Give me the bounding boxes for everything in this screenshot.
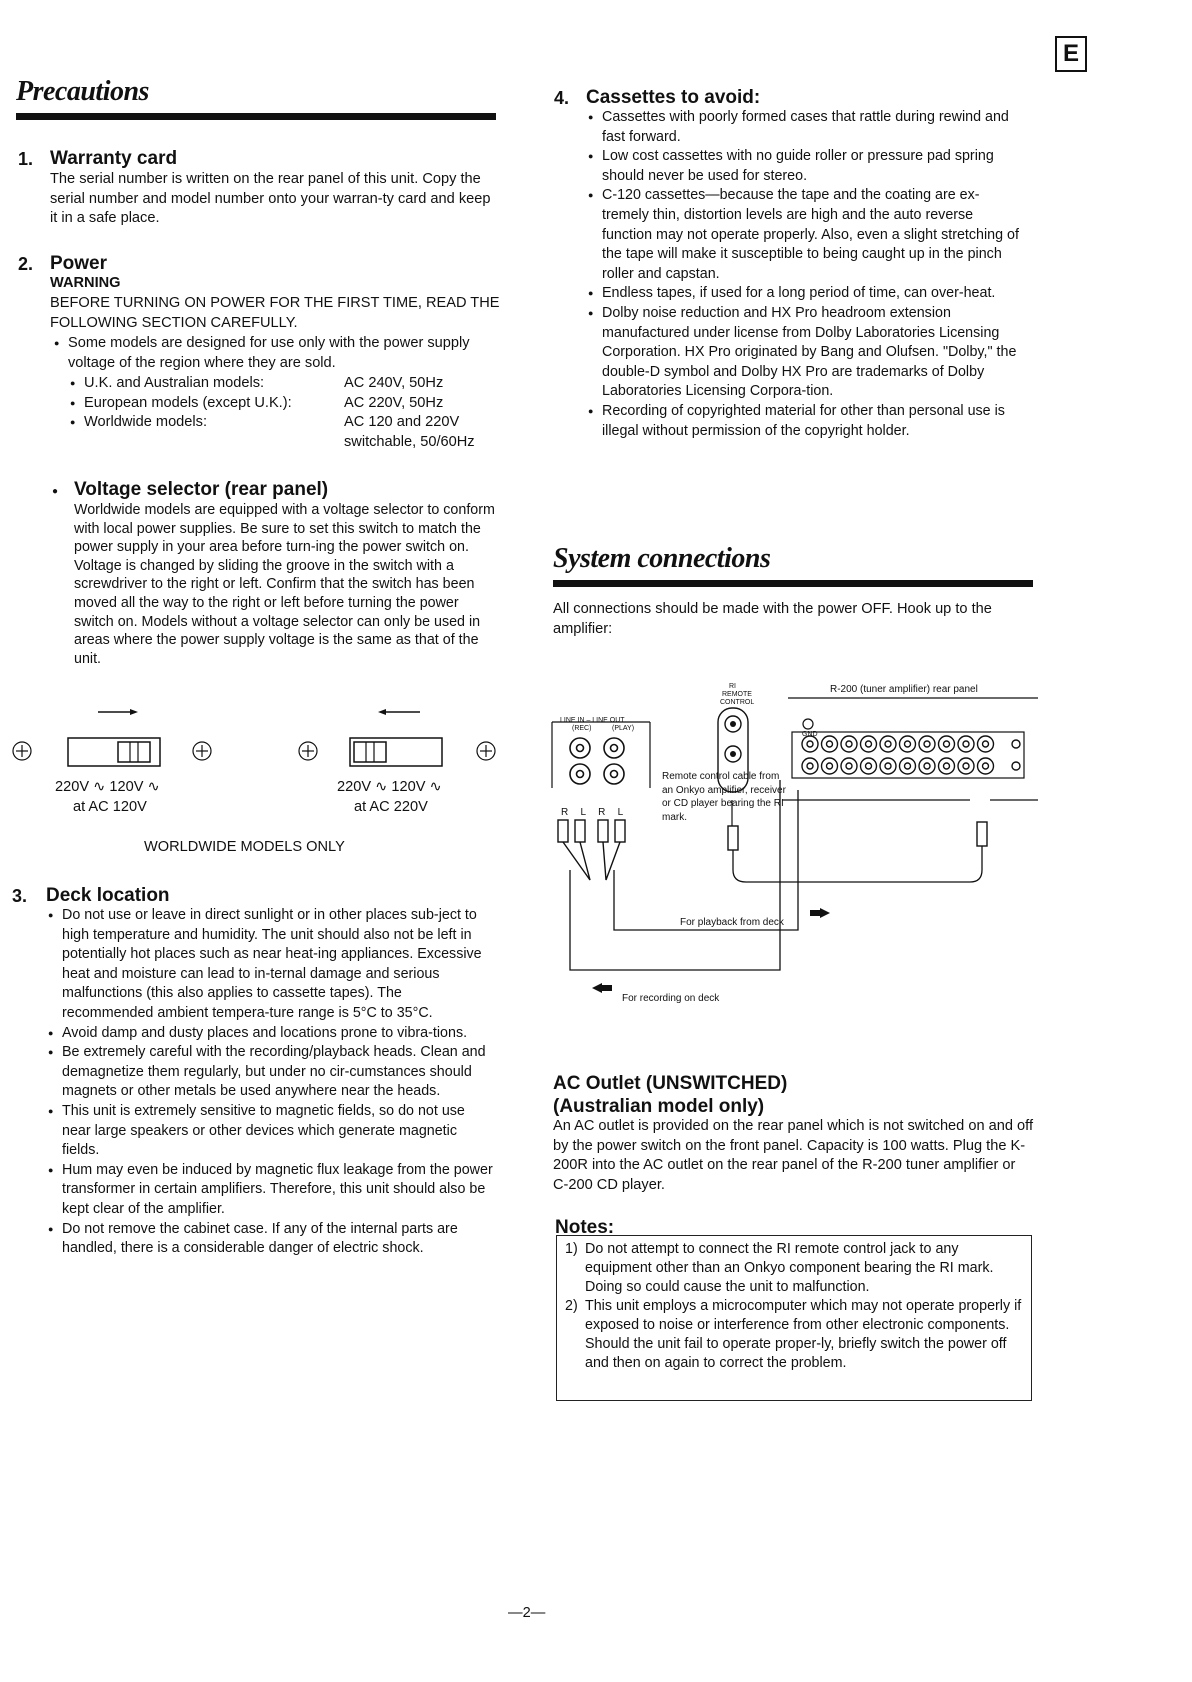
list-item: ● C-120 cassettes—because the tape and the coating are ex-tremely thin, distortion levels are high and the auto reverse function may not operate properly. Also, even a slight stretching of the tape will make it susceptible to being caught up in the pinch roller and capstan. <box>588 186 1026 284</box>
note-number: 1) <box>565 1241 578 1257</box>
rca-jack <box>570 738 624 784</box>
model-row <box>70 394 500 414</box>
list-item: ● Hum may even be induced by magnetic flux leakage from the power transformer in certain amplifiers. Therefore, this unit should also be kept clear of the amplifier. <box>48 1161 493 1220</box>
list-item: ● Dolby noise reduction and HX Pro headroom extension manufactured under license from Dolby Laboratories Licensing Corporation. HX Pro originated by Bang and Olufsen. "Dolby," the double-D symbol and Dolby HX Pro are trademarks of Dolby Laboratories Licensing Corpora-tion. <box>588 304 1026 402</box>
ac-outlet-subheading: (Australian model only) <box>553 1096 765 1117</box>
voltage-selector-bullet: ● <box>52 486 59 497</box>
list-item: ● This unit is extremely sensitive to magnetic fields, so do not use near large speakers or other devices which generate magnetic fields. <box>48 1102 493 1161</box>
system-connections-title: System connections <box>553 543 771 574</box>
right-switch-sublabel: at AC 220V <box>354 799 428 815</box>
warranty-text: The serial number is written on the rear panel of this unit. Copy the serial number and model number onto your warran-ty card and keep it in a safe place. <box>50 171 491 227</box>
remote-cable-note: Remote control cable from an Onkyo amplifier, receiver or CD player bearing the RI mark. <box>662 771 786 823</box>
power-heading: Power <box>50 253 108 274</box>
line-in-out-label: LINE IN – LINE OUT <box>560 717 625 724</box>
model-name: ● Worldwide models: <box>70 413 344 452</box>
model-value: AC 220V, 50Hz <box>344 394 444 411</box>
ac-outlet-text: An AC outlet is provided on the rear panel which is not switched on and off by the power switch on the front panel. Capacity is 100 watts. Plug the K-200R into the AC outlet on the rear panel of the R-200 tuner amplifier or C-200 CD player. <box>553 1118 1033 1193</box>
system-intro: All connections should be made with the power OFF. Hook up to the amplifier: <box>553 601 992 637</box>
page-number: —2— <box>508 1605 546 1621</box>
warranty-number: 1. <box>18 149 34 169</box>
panel-jack <box>802 736 1020 774</box>
screw-icon <box>13 742 495 760</box>
rca-plug <box>558 820 625 842</box>
deck-location-heading: Deck location <box>46 885 170 906</box>
recording-label: For recording on deck <box>622 993 720 1004</box>
cassettes-heading: Cassettes to avoid: <box>586 87 761 108</box>
note-item <box>557 1297 1025 1373</box>
power-warning-label: WARNING <box>50 275 121 291</box>
list-item: ● Do not use or leave in direct sunlight or in other places sub-ject to high temperature and humidity. The unit should also not be left in potentially hot places such as near heat-ing appliances. Excessive heat and moisture can lead to in-ternal damage and serious malfunctions (this also applies to cassette tapes). The recommended ambient tempera-ture range is 5°C to 35°C. <box>48 906 493 1024</box>
list-item: ● Recording of copyrighted material for other than personal use is illegal without permission of the copyright holder. <box>588 402 1026 441</box>
system-rule <box>553 580 1033 587</box>
note-item <box>557 1240 1025 1297</box>
rear-panel-label: R-200 (tuner amplifier) rear panel <box>830 684 978 695</box>
power-number: 2. <box>18 254 34 274</box>
worldwide-caption: WORLDWIDE MODELS ONLY <box>144 839 345 855</box>
voltage-selector-text: Worldwide models are equipped with a voltage selector to conform with local power supplies. Be sure to set this switch to match the power supply in your area before turn-ing the power switch on. Voltage is changed by sliding the groove in the switch with a screwdriver to the right or left. Confirm that the switch has been moved all the way to the right or left before turning the power switch on. Models without a voltage selector can only be used in areas where the power supply voltage is the same as that of the unit. <box>74 502 495 667</box>
warranty-heading: Warranty card <box>50 148 178 169</box>
rec-label: (REC) <box>572 725 592 732</box>
precautions-title: Precautions <box>16 76 149 107</box>
voltage-selector-heading: Voltage selector (rear panel) <box>74 479 329 500</box>
remote-label-remote: REMOTE <box>722 691 752 698</box>
list-item: ● Be extremely careful with the recording/playback heads. Clean and demagnetize them regularly, but under no cir-cumstances should magnets or other metals be used anywhere near the heads. <box>48 1043 493 1102</box>
model-row <box>70 374 500 394</box>
model-name: ● U.K. and Australian models: <box>70 374 344 394</box>
model-row <box>70 413 500 452</box>
note-text: Do not attempt to connect the RI remote control jack to any equipment other than an Onkyo component bearing the RI mark. Doing so could cause the unit to malfunction. <box>585 1241 994 1295</box>
list-item: ● Endless tapes, if used for a long period of time, can over-heat. <box>588 284 1026 304</box>
cassettes-list <box>588 108 1026 441</box>
cassettes-number: 4. <box>554 88 570 108</box>
note-text: This unit employs a microcomputer which may not operate properly if exposed to noise or interference from other electronic components. Should the unit fail to operate proper-ly, briefly switch the power off and then on again to correct the problem. <box>585 1298 1022 1371</box>
playback-label: For playback from deck <box>680 917 784 928</box>
play-label: (PLAY) <box>612 725 635 732</box>
notes-box <box>556 1235 1032 1401</box>
remote-label-ri: RI <box>729 683 736 690</box>
list-item: ● Cassettes with poorly formed cases that rattle during rewind and fast forward. <box>588 108 1026 147</box>
right-switch-label: 220V ∿ 120V ∿ <box>337 779 442 795</box>
power-bullet-text: ● Some models are designed for use only with the power supply voltage of the region where they are sold. <box>54 334 494 373</box>
language-badge: E <box>1055 36 1087 72</box>
rl-labels: R L R L <box>561 807 625 818</box>
power-bullet <box>54 334 494 373</box>
precautions-rule <box>16 113 496 120</box>
notes-heading: Notes: <box>555 1217 615 1238</box>
power-models-table <box>70 374 500 452</box>
power-warning-text: BEFORE TURNING ON POWER FOR THE FIRST TIME, READ THE FOLLOWING SECTION CAREFULLY. <box>50 295 500 331</box>
gnd-label: GND <box>802 731 818 738</box>
deck-location-number: 3. <box>12 886 28 906</box>
deck-location-list <box>48 906 493 1259</box>
left-switch-label: 220V ∿ 120V ∿ <box>55 779 160 795</box>
model-name: ● European models (except U.K.): <box>70 394 344 414</box>
model-value: AC 120 and 220V switchable, 50/60Hz <box>344 414 475 450</box>
list-item: ● Do not remove the cabinet case. If any of the internal parts are handled, there is a considerable danger of electric shock. <box>48 1220 493 1259</box>
model-value: AC 240V, 50Hz <box>344 375 444 391</box>
note-number: 2) <box>565 1298 578 1314</box>
left-switch-sublabel: at AC 120V <box>73 799 147 815</box>
list-item: ● Avoid damp and dusty places and locations prone to vibra-tions. <box>48 1024 493 1044</box>
remote-label-control: CONTROL <box>720 699 755 706</box>
list-item: ● Low cost cassettes with no guide roller or pressure pad spring should never be used for stereo. <box>588 147 1026 186</box>
ac-outlet-heading: AC Outlet (UNSWITCHED) <box>553 1073 788 1094</box>
